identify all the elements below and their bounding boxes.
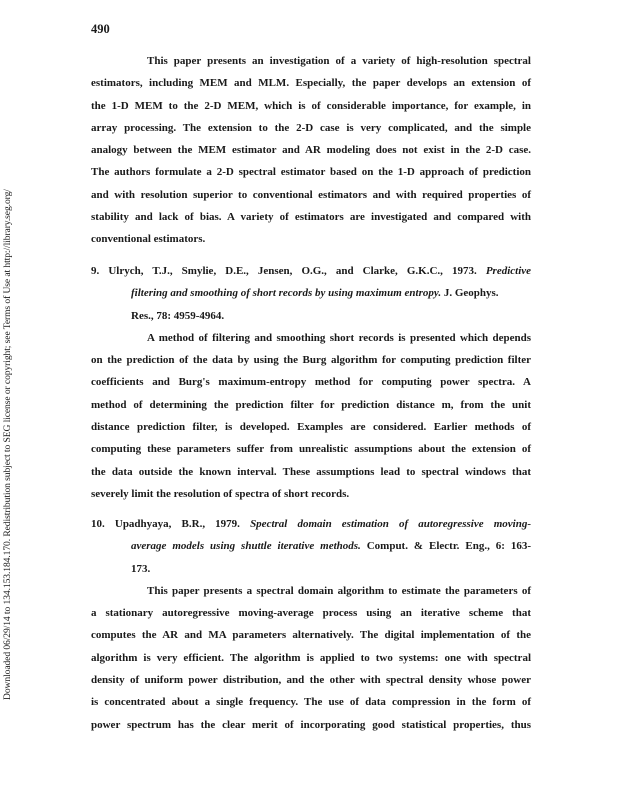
reference-heading-line xyxy=(91,282,531,304)
reference-heading-line xyxy=(91,535,531,557)
entry-journal: Res., 78: 4959-4964. xyxy=(131,309,225,322)
paragraph-line: A method of filtering and smoothing short records is presented which depends xyxy=(147,331,531,344)
paragraph-line: a stationary autoregressive moving-average process using an iterative scheme that xyxy=(91,607,531,620)
reference-entry-9 xyxy=(91,260,531,505)
paragraph-line: estimators, including MEM and MLM. Especially, the paper develops an extension of xyxy=(91,77,531,90)
paragraph-line: This paper presents a spectral domain algorithm to estimate the parameters of xyxy=(147,584,531,597)
paragraph-line: the 1-D MEM to the 2-D MEM, which is of considerable importance, for example, in xyxy=(91,99,531,112)
paragraph-line: coefficients and Burg's maximum-entropy method for computing power spectra. A xyxy=(91,376,531,389)
reference-entry-10 xyxy=(91,513,531,736)
paragraph-line: and with resolution superior to conventional estimators and with required properties of xyxy=(91,188,531,201)
download-notice: Downloaded 06/29/14 to 134.153.184.170. Redistribution subject to SEG license or copyright; see Terms of Use at http://library.seg.org/ xyxy=(2,189,13,700)
paragraph-line: conventional estimators. xyxy=(91,233,206,246)
page-number: 490 xyxy=(91,22,110,36)
entry-title: average models using shuttle iterative methods. xyxy=(131,540,361,553)
reference-heading-line xyxy=(91,513,531,535)
paragraph-line: power spectrum has the clear merit of incorporating good statistical properties, thus xyxy=(91,718,531,731)
entry-authors: Upadhyaya, B.R., 1979. xyxy=(114,518,240,530)
paragraph-line: computing these parameters suffer from unrealistic assumptions about the extension of xyxy=(91,443,531,456)
abstract-paragraph-8 xyxy=(91,50,531,251)
paragraph-line: The authors formulate a 2-D spectral estimator based on the 1-D approach of prediction xyxy=(91,166,531,179)
paragraph-line: algorithm is very efficient. The algorithm is applied to two systems: one with spectral xyxy=(91,651,531,664)
paragraph-line: severely limit the resolution of spectra of short records. xyxy=(91,487,350,500)
paragraph-line: the data outside the known interval. These assumptions lead to spectral windows that xyxy=(91,465,531,478)
paragraph-line: is concentrated about a single frequency. The use of data compression in the form of xyxy=(91,696,531,709)
paragraph-line: stability and lack of bias. A variety of estimators are investigated and compared with xyxy=(91,211,531,224)
entry-journal: Comput. & Electr. Eng., 6: 163- xyxy=(366,540,531,553)
entry-title: Predictive xyxy=(485,265,532,277)
entry-journal: 173. xyxy=(131,562,151,575)
entry-title: Spectral domain estimation of autoregressive moving- xyxy=(250,518,532,530)
paragraph-line: computes the AR and MA parameters alternatively. The digital implementation of the xyxy=(91,629,531,642)
entry-title: filtering and smoothing of short records by using maximum entropy. xyxy=(131,287,442,300)
reference-heading-line xyxy=(91,260,531,282)
paragraph-line: method of determining the prediction filter for prediction distance m, from the unit xyxy=(91,398,531,411)
paragraph-line: array processing. The extension to the 2-D case is very complicated, and the simple xyxy=(91,121,531,134)
paragraph-line: analogy between the MEM estimator and AR modeling does not exist in the 2-D case. xyxy=(91,144,531,157)
entry-journal: J. Geophys. xyxy=(443,287,499,300)
paragraph-line: density of uniform power distribution, and the other with spectral density whose power xyxy=(91,674,531,687)
paragraph-line: This paper presents an investigation of a variety of high-resolution spectral xyxy=(147,55,531,67)
paragraph-line: distance prediction filter, is developed. Examples are considered. Earlier methods of xyxy=(91,421,531,434)
entry-number: 10. xyxy=(91,518,105,530)
paragraph-line: on the prediction of the data by using the Burg algorithm for computing prediction filter xyxy=(91,354,531,367)
entry-number: 9. xyxy=(91,265,100,277)
entry-authors: Ulrych, T.J., Smylie, D.E., Jensen, O.G., and Clarke, G.K.C., 1973. xyxy=(108,265,477,277)
